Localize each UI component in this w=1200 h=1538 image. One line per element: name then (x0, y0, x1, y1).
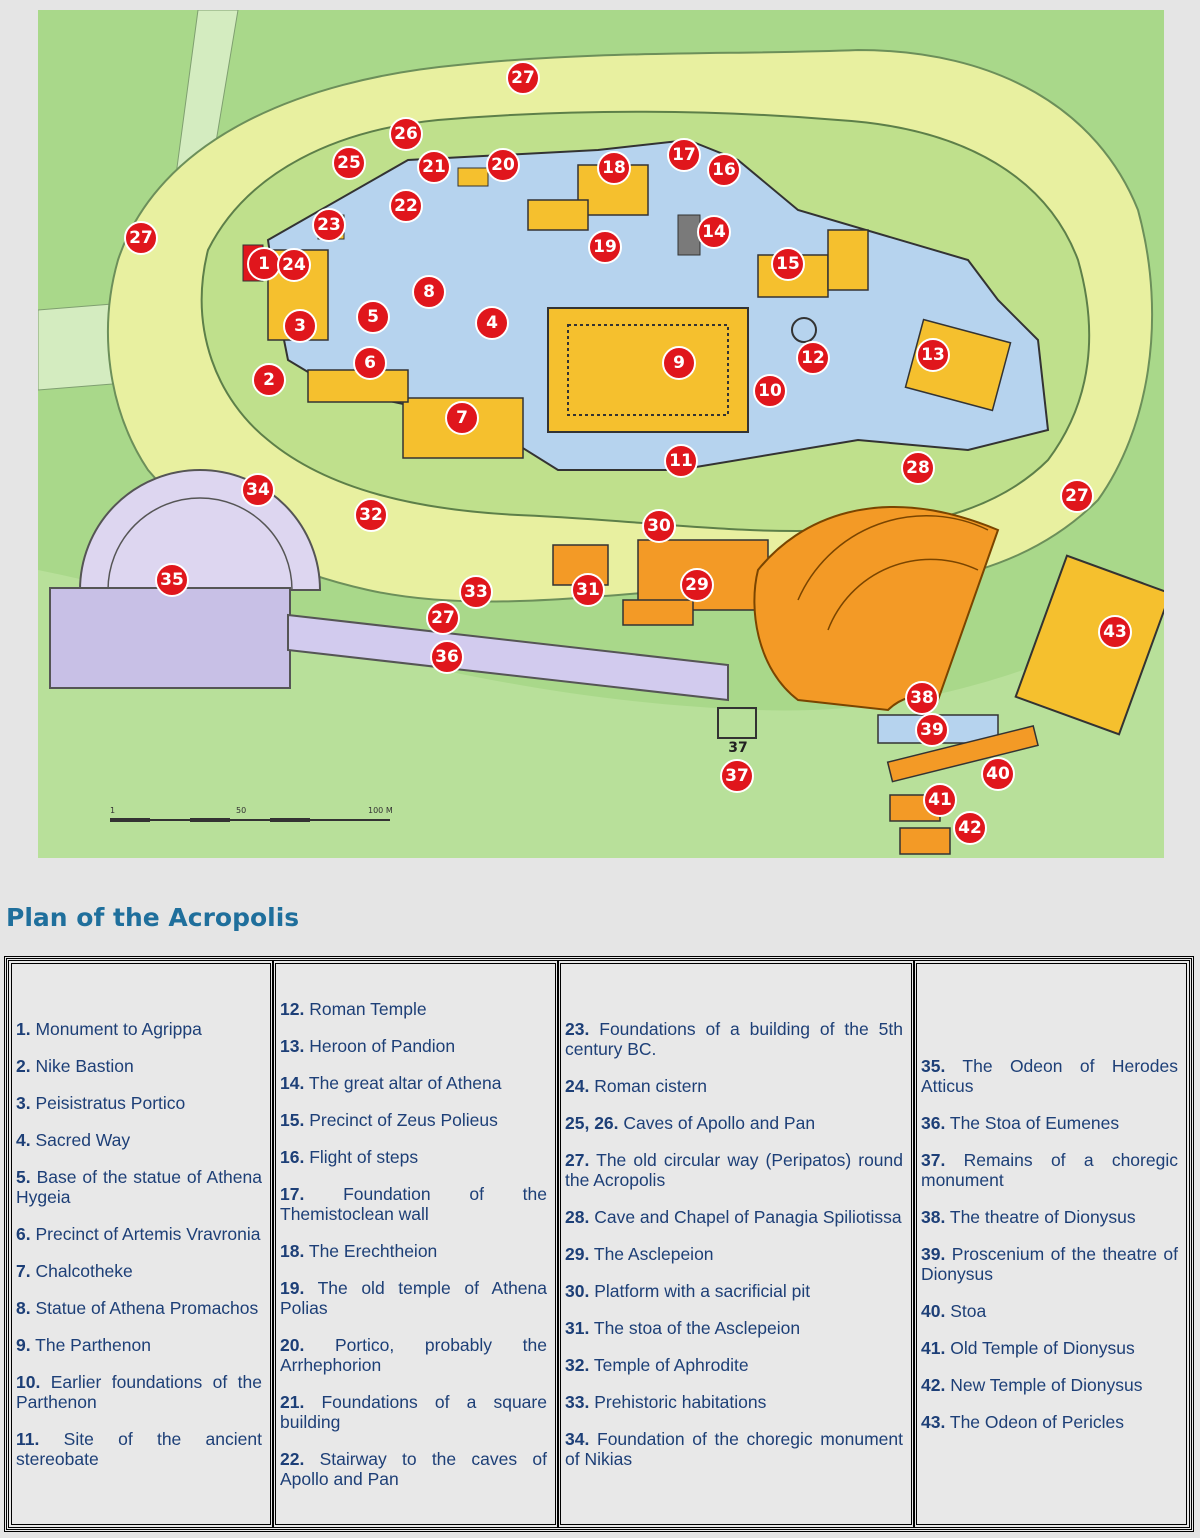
legend-entry-number: 32. (565, 1355, 590, 1375)
legend-entry (280, 1392, 547, 1432)
legend-entry-number: 27. (565, 1150, 590, 1170)
map-marker-15 (772, 248, 804, 280)
legend-entry-text: Stoa (950, 1301, 987, 1321)
marker-number: 3 (294, 316, 306, 336)
legend-entry-number: 16. (280, 1147, 305, 1167)
legend-entry-number: 29. (565, 1244, 590, 1264)
legend-entry-number: 4. (16, 1130, 31, 1150)
map-marker-6 (354, 347, 386, 379)
marker-number: 6 (364, 353, 376, 373)
legend-entry-text: The Asclepeion (593, 1244, 714, 1264)
legend-entry-text: Base of the statue of Athena Hygeia (16, 1167, 262, 1207)
legend-entry (280, 1147, 547, 1167)
legend-entry-number: 24. (565, 1076, 590, 1096)
legend-entry (921, 1412, 1178, 1432)
marker-number: 23 (317, 215, 341, 235)
legend-entry-text: Cave and Chapel of Panagia Spiliotissa (594, 1207, 902, 1227)
legend-entry-number: 25, 26. (565, 1113, 619, 1133)
legend-entry-number: 15. (280, 1110, 305, 1130)
marker-number: 20 (491, 155, 515, 175)
page-title: Plan of the Acropolis (6, 903, 300, 932)
map-marker-22 (390, 190, 422, 222)
legend-entry-text: Precinct of Artemis Vravronia (35, 1224, 261, 1244)
legend-entry-number: 38. (921, 1207, 946, 1227)
marker-number: 11 (669, 451, 693, 471)
legend-entry-number: 37. (921, 1150, 946, 1170)
legend-entry-number: 33. (565, 1392, 590, 1412)
legend-entry (565, 1392, 903, 1412)
legend-entry (280, 1335, 547, 1375)
legend-entry-number: 30. (565, 1281, 590, 1301)
legend-entry (280, 1036, 547, 1056)
legend-column-1 (11, 963, 271, 1525)
marker-number: 28 (906, 458, 930, 478)
marker-number: 21 (422, 157, 446, 177)
map-marker-7 (446, 402, 478, 434)
map-marker-34 (242, 474, 274, 506)
marker-number: 22 (394, 196, 418, 216)
legend-entry-text: Roman Temple (309, 999, 427, 1019)
legend-entry-text: Roman cistern (594, 1076, 708, 1096)
map-marker-1 (248, 248, 280, 280)
legend-entry-text: The stoa of the Asclepeion (593, 1318, 801, 1338)
marker-number: 33 (464, 582, 488, 602)
map-drawing (38, 10, 1164, 858)
legend-entry (280, 1449, 547, 1489)
legend-entry-number: 31. (565, 1318, 590, 1338)
legend-entry-text: The Odeon of Pericles (949, 1412, 1124, 1432)
legend-entry (565, 1429, 903, 1469)
legend-entry (565, 1244, 903, 1264)
legend-entry (565, 1355, 903, 1375)
legend-entry-text: Old Temple of Dionysus (950, 1338, 1135, 1358)
legend-entry-number: 13. (280, 1036, 305, 1056)
legend-entry-text: Earlier foundations of the Parthenon (16, 1372, 262, 1412)
map-marker-42 (954, 812, 986, 844)
map-marker-29 (681, 569, 713, 601)
marker-number: 40 (986, 764, 1010, 784)
legend-entry (565, 1019, 903, 1059)
legend-entry-number: 34. (565, 1429, 590, 1449)
map-marker-8 (413, 276, 445, 308)
legend-column-4 (916, 963, 1187, 1525)
legend-entry-number: 21. (280, 1392, 305, 1412)
map-marker-9 (663, 347, 695, 379)
legend-entry-text: The Odeon of Herodes Atticus (921, 1056, 1179, 1096)
map-marker-16 (708, 154, 740, 186)
marker-number: 19 (593, 237, 617, 257)
legend-entry-text: The theatre of Dionysus (949, 1207, 1136, 1227)
map-marker-20 (487, 149, 519, 181)
legend-entry (921, 1375, 1178, 1395)
marker-number: 27 (431, 608, 455, 628)
legend-entry-text: Portico, probably the Arrhephorion (280, 1335, 547, 1375)
legend-entry-number: 7. (16, 1261, 31, 1281)
marker-number: 42 (958, 818, 982, 838)
marker-number: 43 (1103, 622, 1127, 642)
map-marker-13 (917, 339, 949, 371)
marker-number: 9 (673, 353, 685, 373)
marker-number: 26 (394, 124, 418, 144)
parthenon-building (548, 308, 748, 432)
legend-entry-text: Proscenium of the theatre of Dionysus (921, 1244, 1178, 1284)
legend-entry-number: 36. (921, 1113, 946, 1133)
legend-entry (921, 1301, 1178, 1321)
map-marker-3 (284, 310, 316, 342)
legend-entry-number: 22. (280, 1449, 305, 1469)
legend-entry (565, 1318, 903, 1338)
legend-entry-text: Statue of Athena Promachos (35, 1298, 259, 1318)
legend-entry-text: The Stoa of Eumenes (949, 1113, 1120, 1133)
legend-entry-text: Stairway to the caves of Apollo and Pan (280, 1449, 547, 1489)
legend-entry-number: 8. (16, 1298, 31, 1318)
legend-entry (16, 1019, 262, 1039)
marker-number: 17 (672, 145, 696, 165)
altar-building (678, 215, 700, 255)
legend-entry-text: The Erechtheion (308, 1241, 438, 1261)
legend-entry (16, 1130, 262, 1150)
map-marker-43 (1099, 616, 1131, 648)
legend-entry-number: 6. (16, 1224, 31, 1244)
marker-number: 15 (776, 254, 800, 274)
map-marker-17 (668, 139, 700, 171)
legend-entry-text: Caves of Apollo and Pan (623, 1113, 816, 1133)
legend-entry (921, 1338, 1178, 1358)
scale-label-50: 50 (236, 806, 247, 815)
map-marker-26 (390, 118, 422, 150)
marker-number: 41 (928, 790, 952, 810)
legend-entry-text: Monument to Agrippa (35, 1019, 202, 1039)
legend-entry (921, 1244, 1178, 1284)
legend-entry (565, 1207, 903, 1227)
legend-entry-number: 17. (280, 1184, 305, 1204)
marker-number: 32 (359, 505, 383, 525)
legend-entry (16, 1261, 262, 1281)
map-marker-30 (643, 510, 675, 542)
map-marker-25 (333, 147, 365, 179)
legend-entry (280, 1278, 547, 1318)
legend-entry (280, 1241, 547, 1261)
map-marker-33 (460, 576, 492, 608)
marker-number: 10 (758, 381, 782, 401)
legend-entry-number: 19. (280, 1278, 305, 1298)
legend-entry-number: 40. (921, 1301, 946, 1321)
legend-entry-text: Precinct of Zeus Polieus (309, 1110, 498, 1130)
legend-entry (16, 1429, 262, 1469)
marker-number: 36 (435, 647, 459, 667)
marker-number: 31 (576, 580, 600, 600)
legend-entry-number: 41. (921, 1338, 946, 1358)
legend-entry-number: 14. (280, 1073, 305, 1093)
map-marker-14 (698, 216, 730, 248)
legend-entry-number: 28. (565, 1207, 590, 1227)
legend-entry-text: Prehistoric habitations (594, 1392, 767, 1412)
marker-number: 25 (337, 153, 361, 173)
legend-entry (921, 1113, 1178, 1133)
marker-number: 18 (602, 158, 626, 178)
legend-entry-text: Nike Bastion (35, 1056, 134, 1076)
legend-entry-number: 18. (280, 1241, 305, 1261)
map-marker-2 (253, 364, 285, 396)
legend-entry (921, 1207, 1178, 1227)
legend-entry-number: 5. (16, 1167, 31, 1187)
legend-entry-text: Peisistratus Portico (35, 1093, 186, 1113)
map-marker-18 (598, 152, 630, 184)
legend-entry-text: Foundation of the choregic monument of Nikias (565, 1429, 903, 1469)
legend-entry-text: New Temple of Dionysus (950, 1375, 1143, 1395)
marker-number: 34 (246, 480, 270, 500)
legend-entry-number: 42. (921, 1375, 946, 1395)
legend-entry-text: Platform with a sacrificial pit (594, 1281, 811, 1301)
legend-entry-text: Chalcotheke (35, 1261, 133, 1281)
legend-entry (16, 1056, 262, 1076)
legend-entry-text: Heroon of Pandion (309, 1036, 456, 1056)
marker-number: 4 (486, 313, 498, 333)
legend-entry-number: 10. (16, 1372, 41, 1392)
map-marker-23 (313, 209, 345, 241)
legend-entry-text: Foundations of a building of the 5th century BC. (565, 1019, 903, 1059)
legend-column-3 (560, 963, 912, 1525)
legend-entry-text: Flight of steps (309, 1147, 419, 1167)
legend-entry-text: Sacred Way (35, 1130, 131, 1150)
legend-entry-number: 43. (921, 1412, 946, 1432)
map-marker-40 (982, 758, 1014, 790)
legend-entry-text: The old circular way (Peripatos) round the Acropolis (565, 1150, 904, 1190)
legend-entry (16, 1167, 262, 1207)
map-marker-11 (665, 445, 697, 477)
legend-entry (16, 1093, 262, 1113)
acropolis-map (38, 10, 1164, 858)
legend-entry-text: Remains of a choregic monument (921, 1150, 1178, 1190)
legend-entry (16, 1298, 262, 1318)
marker-number: 27 (129, 228, 153, 248)
odeon-stage-building (50, 588, 290, 688)
legend-entry-number: 9. (16, 1335, 31, 1355)
legend-entry-number: 39. (921, 1244, 946, 1264)
legend-entry (16, 1335, 262, 1355)
map-number-37-label: 37 (728, 740, 748, 756)
marker-number: 16 (712, 160, 736, 180)
marker-number: 35 (160, 570, 184, 590)
map-marker-10 (754, 375, 786, 407)
marker-number: 13 (921, 345, 945, 365)
legend-entry-text: Site of the ancient stereobate (16, 1429, 262, 1469)
marker-number: 1 (258, 254, 270, 274)
marker-number: 8 (423, 282, 435, 302)
map-marker-36 (431, 641, 463, 673)
legend-entry-number: 3. (16, 1093, 31, 1113)
marker-number: 2 (263, 370, 275, 390)
legend-entry (16, 1224, 262, 1244)
legend-entry-number: 12. (280, 999, 305, 1019)
scale-label-100: 100 M (368, 806, 393, 815)
legend-entry (280, 1110, 547, 1130)
marker-number: 38 (910, 688, 934, 708)
map-marker-5 (357, 301, 389, 333)
marker-number: 29 (685, 575, 709, 595)
legend-column-2 (275, 963, 556, 1525)
marker-number: 24 (282, 255, 306, 275)
legend-entry-number: 11. (16, 1429, 40, 1449)
marker-number: 27 (511, 68, 535, 88)
legend-entry (16, 1372, 262, 1412)
legend-entry-number: 2. (16, 1056, 31, 1076)
legend-entry-number: 20. (280, 1335, 305, 1355)
marker-number: 30 (647, 516, 671, 536)
marker-number: 27 (1065, 486, 1089, 506)
map-marker-31 (572, 574, 604, 606)
map-marker-27 (507, 62, 539, 94)
legend-entry-text: Foundation of the Themistoclean wall (280, 1184, 547, 1224)
marker-number: 39 (920, 720, 944, 740)
map-marker-35 (156, 564, 188, 596)
marker-number: 12 (801, 348, 825, 368)
legend-entry (565, 1076, 903, 1096)
map-marker-41 (924, 784, 956, 816)
map-marker-27 (1061, 480, 1093, 512)
map-marker-27 (125, 222, 157, 254)
map-marker-37 (721, 760, 753, 792)
marker-number: 37 (725, 766, 749, 786)
map-marker-19 (589, 231, 621, 263)
map-marker-24 (278, 249, 310, 281)
legend-entry-number: 23. (565, 1019, 590, 1039)
legend-entry (280, 1073, 547, 1093)
map-marker-28 (902, 452, 934, 484)
map-marker-38 (906, 682, 938, 714)
marker-number: 14 (702, 222, 726, 242)
legend-entry-text: Temple of Aphrodite (593, 1355, 749, 1375)
legend-entry (921, 1150, 1178, 1190)
map-marker-21 (418, 151, 450, 183)
map-marker-39 (916, 714, 948, 746)
legend-entry-number: 1. (16, 1019, 31, 1039)
legend-entry (565, 1150, 903, 1190)
legend-entry (921, 1056, 1178, 1096)
marker-number: 5 (367, 307, 379, 327)
legend-entry-text: The Parthenon (35, 1335, 151, 1355)
legend-entry (280, 1184, 547, 1224)
legend-entry (280, 999, 547, 1019)
legend-entry-text: The great altar of Athena (308, 1073, 502, 1093)
legend-entry-text: Foundations of a square building (280, 1392, 547, 1432)
legend-entry (565, 1281, 903, 1301)
marker-number: 7 (456, 408, 468, 428)
legend-table (4, 956, 1194, 1532)
legend-entry-text: The old temple of Athena Polias (280, 1278, 548, 1318)
map-marker-12 (797, 342, 829, 374)
new-temple-dionysus-building (900, 828, 950, 854)
scale-label-1: 1 (110, 806, 116, 815)
legend-entry-number: 35. (921, 1056, 946, 1076)
map-marker-4 (476, 307, 508, 339)
map-marker-32 (355, 499, 387, 531)
map-marker-27 (427, 602, 459, 634)
legend-entry (565, 1113, 903, 1133)
